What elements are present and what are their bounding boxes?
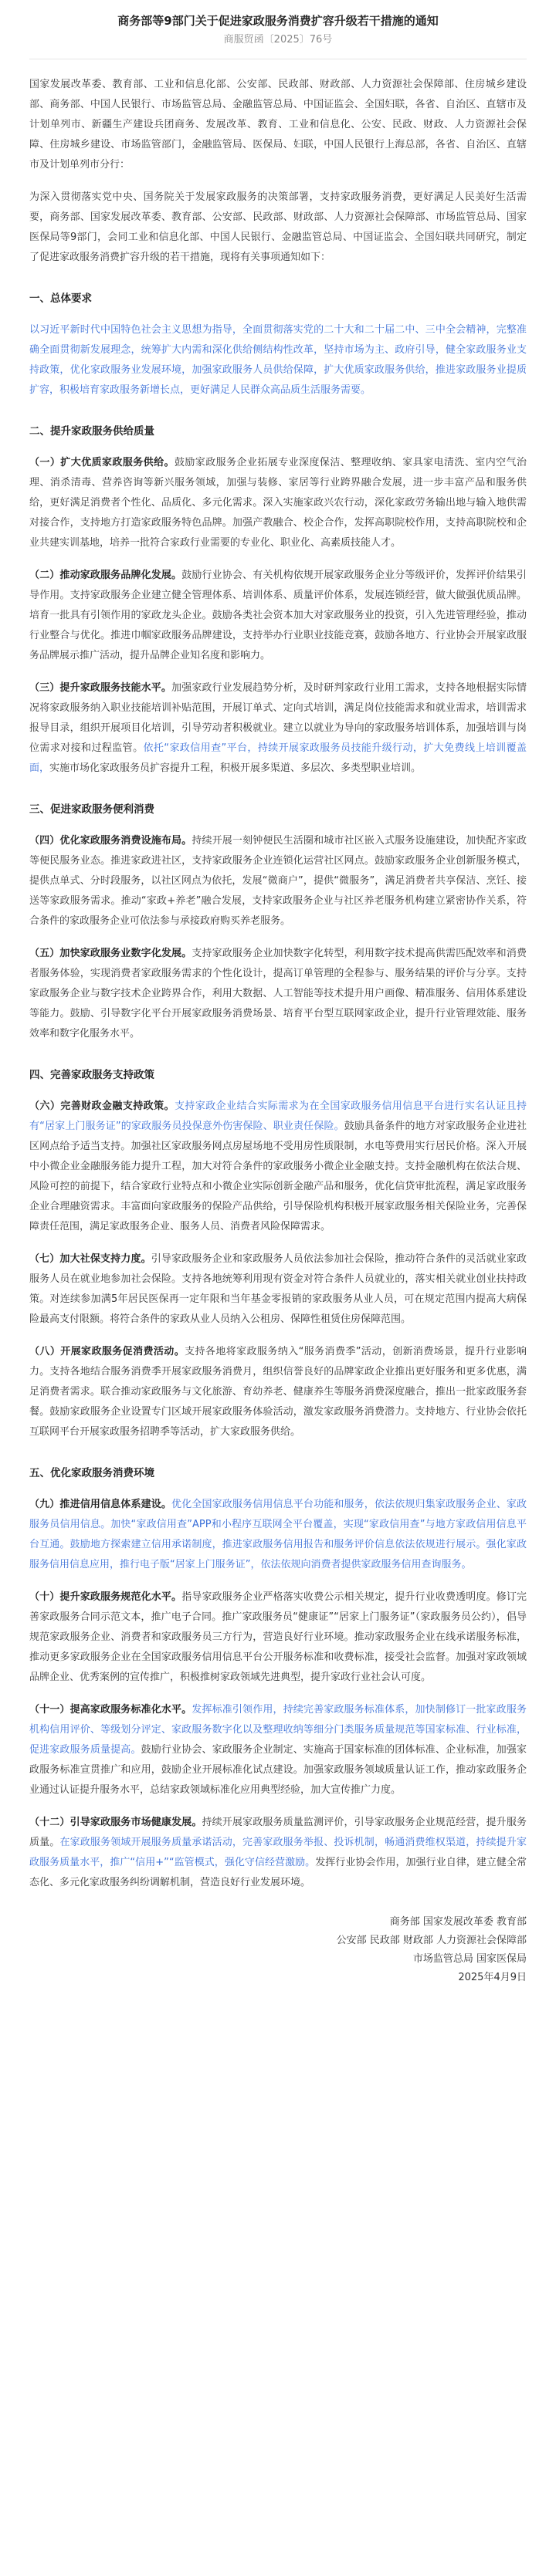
measure-label: （二）推动家政服务品牌化发展。 <box>29 570 182 581</box>
measure-paragraph-6 <box>29 1097 527 1237</box>
measure-label: （十一）提高家政服务标准化水平。 <box>29 1704 192 1716</box>
highlighted-text: 发挥标准引领作用，持续完善家政服务标准体系，加快制修订一批家政服务机构信用评价、等级划分评定、家政服务数字化以及整理收纳等细分门类服务质量规范等国家标准、行业标准，促进家政服务质量提高。 <box>29 1704 527 1756</box>
recipients-paragraph: 国家发展改革委、教育部、工业和信息化部、公安部、民政部、财政部、人力资源社会保障部、住房城乡建设部、商务部、中国人民银行、市场监管总局、金融监管总局、中国证监会、全国妇联，各省、自治区、直辖市及计划单列市、新疆生产建设兵团商务、发展改革、教育、工业和信息化、公安、民政、财政、人力资源社会保障、住房城乡建设、市场监管部门，金融监管局、医保局、妇联，中国人民银行上海总部，各省、自治区、直辖市及计划单列市分行： <box>29 79 527 171</box>
measure-paragraph-8 <box>29 1342 527 1442</box>
section-heading-support-policies: 四、完善家政服务支持政策 <box>29 1069 154 1081</box>
signature-line-3: 市场监管总局 国家医保局 <box>412 1953 527 1965</box>
measure-label: （六）完善财政金融支持政策。 <box>29 1100 175 1112</box>
signature-line-1: 商务部 国家发展改革委 教育部 <box>389 1916 527 1928</box>
measure-label: （五）加快家政服务业数字化发展。 <box>29 948 192 959</box>
measure-paragraph-5 <box>29 944 527 1044</box>
measure-body: 实施市场化家政服务员扩容提升工程，积极开展多渠道、多层次、多类型职业培训。 <box>49 762 422 774</box>
measure-body: 加强家政行业发展趋势分析，及时研判家政行业用工需求，支持各地根据实际情况将家政服务纳入职业技能培训补贴范围，开展订单式、定向式培训，满足岗位技能需求和就业需求，培训需求报导目录，组织开展项目化培训，引导劳动者积极就业。建立以就业为导向的家政服务培训体系，加强培训与岗位需求对接和过程监管。 <box>29 682 527 754</box>
measure-paragraph-12 <box>29 1813 527 1893</box>
intro-paragraph: 为深入贯彻落实党中央、国务院关于发展家政服务的决策部署，支持家政服务消费，更好满足人民美好生活需要，商务部、国家发展改革委、教育部、公安部、民政部、财政部、人力资源社会保障部、市场监管总局、国家医保局等9部门，会同工业和信息化部、中国人民银行、金融监管总局、中国证监会、全国妇联共同研究，制定了促进家政服务消费扩容升级的若干措施，现将有关事项通知如下： <box>29 191 527 263</box>
measure-label: （一）扩大优质家政服务供给。 <box>29 457 175 468</box>
measure-body: 指导家政服务企业严格落实收费公示相关规定，提升行业收费透明度。修订完善家政服务合同示范文本，推广电子合同。推广家政服务员“健康证”“居家上门服务证”（家政服务员公约），倡导规范家政服务企业、消费者和家政服务员三方行为，营造良好行业环境。推动家政服务企业在线承诺服务标准，推动更多家政服务企业在全国家政服务信用信息平台公开服务标准和收费标准，接受社会监督。加强对家政领域品牌企业、优秀案例的宣传推广，积极推树家政领域先进典型，提升家政行业社会认可度。 <box>29 1591 527 1683</box>
section-heading-consumption-environment: 五、优化家政服务消费环境 <box>29 1467 154 1479</box>
section-heading-supply-quality: 二、提升家政服务供给质量 <box>29 425 154 438</box>
measure-label: （三）提升家政服务技能水平。 <box>29 682 172 694</box>
signature-date: 2025年4月9日 <box>458 1972 527 1983</box>
general-requirements-paragraph <box>29 320 527 401</box>
highlighted-text: 在家政服务领域开展服务质量承诺活动，完善家政服务举报、投诉机制，畅通消费维权渠道，持续提升家政服务质量水平，推广“信用+”“监管模式，强化守信经营激励。 <box>29 1837 527 1868</box>
signature-block <box>29 1913 527 1987</box>
measure-paragraph-1 <box>29 453 527 553</box>
measure-body: 发挥行业协会作用，加强行业自律，建立健全常态化、多元化家政服务纠纷调解机制，营造良好行业发展环境。 <box>29 1857 527 1888</box>
measure-paragraph-11 <box>29 1700 527 1800</box>
measure-paragraph-4 <box>29 831 527 931</box>
measure-label: （九）推进信用信息体系建设。 <box>29 1499 172 1510</box>
highlighted-text: 支持家政企业结合实际需求为在全国家政服务信用信息平台进行实名认证且持有“居家上门服务证”的家政服务员投保意外伤害保险、职业责任保险。 <box>29 1100 527 1132</box>
measure-body: 持续开展家政服务质量监测评价，引导家政服务企业规范经营，提升服务质量。 <box>29 1817 527 1848</box>
measure-body: 鼓励具备条件的地方对家政服务企业进社区网点给予适当支持。加强社区家政服务网点房屋场地不受用房性质限制，水电等费用实行居民价格。深入开展中小微企业金融服务能力提升工程，加大对符合条件的家政服务小微企业金融支持。支持金融机构在依法合规、风险可控的前提下，结合家政行业特点和小微企业实际创新金融产品和服务，优化信贷审批流程，满足家政服务企业合理融资需求。丰富面向家政服务的保险产品供给，引导保险机构积极开展家政服务相关保险业务，完善保障责任范围，满足家政服务企业、服务人员、消费者风险保障需求。 <box>29 1121 527 1232</box>
measure-label: （八）开展家政服务促消费活动。 <box>29 1346 185 1357</box>
measure-body: 支持家政服务企业加快数字化转型，利用数字技术提高供需匹配效率和消费者服务体验，实现消费者家政服务需求的个性化设计，提高订单管理的全程参与、服务结果的评价与分享。支持家政服务企业与数字技术企业跨界合作，利用大数据、人工智能等技术提升用户画像、精准服务、信用体系建设等能力。鼓励、引导数字化平台开展家政服务消费场景、培育平台型互联网家政企业，提升行业管理效能、服务效率和数字化服务水平。 <box>29 948 527 1040</box>
measure-paragraph-3 <box>29 678 527 779</box>
measure-label: （七）加大社保支持力度。 <box>29 1253 151 1265</box>
section-heading-general-requirements: 一、总体要求 <box>29 292 92 305</box>
highlighted-text: 以习近平新时代中国特色社会主义思想为指导，全面贯彻落实党的二十大和二十届二中、三中全会精神，完整准确全面贯彻新发展理念，统筹扩大内需和深化供给侧结构性改革，坚持市场为主、政府引导，健全家政服务业支持政策，优化家政服务业发展环境，加强家政服务人员供给保障，扩大优质家政服务供给，推进家政服务业提质扩容，积极培育家政服务新增长点，更好满足人民群众高品质生活服务需要。 <box>29 324 527 396</box>
measure-body: 持续开展一刻钟便民生活圈和城市社区嵌入式服务设施建设，加快配齐家政等便民服务业态。推进家政进社区，支持家政服务企业连锁化运营社区网点。鼓励家政服务企业创新服务模式，提供点单式、分时段服务，以社区网点为依托，发展“微商户”，提供“微服务”，满足消费者共享保洁、烹饪、接送等家政服务需求。推动“家政+养老”融合发展，支持家政服务企业与社区养老服务机构建立紧密协作关系，符合条件的家政服务企业可依法参与承接政府购买养老服务。 <box>29 835 527 927</box>
measure-body: 鼓励家政服务企业拓展专业深度保洁、整理收纳、家具家电清洗、室内空气治理、消杀清毒、营养咨询等新兴服务领域，加强与装修、家居等行业跨界融合发展，进一步丰富产品和服务供给，更好满足消费者个性化、品质化、多元化需求。深入实施家政兴农行动，深化家政劳务输出地与输入地供需对接合作，支持地方打造家政服务特色品牌。加强产教融合、校企合作，发挥高职院校作用，支持高职院校和企业共建实训基地，培养一批符合家政行业需要的专业化、职业化、高素质技能人才。 <box>29 457 527 549</box>
measure-body: 鼓励行业协会、有关机构依规开展家政服务企业分等级评价，发挥评价结果引导作用。支持家政服务企业建立健全管理体系、培训体系、质量评价体系，发展连锁经营，做大做强优质品牌。培育一批具有引领作用的家政龙头企业。鼓励各类社会资本加大对家政服务业的投资，引入先进管理经验，推动行业整合与优化。推进巾帼家政服务品牌建设，支持举办行业职业技能竞赛，鼓励各地方、行业协会开展家政服务品牌展示推广活动，提升品牌企业知名度和影响力。 <box>29 570 527 661</box>
section-heading-convenient-consumption: 三、促进家政服务便利消费 <box>29 803 154 816</box>
signature-line-2: 公安部 民政部 财政部 人力资源社会保障部 <box>336 1935 527 1946</box>
measure-paragraph-7 <box>29 1249 527 1330</box>
highlighted-text: 优化全国家政服务信用信息平台功能和服务，依法依规归集家政服务企业、家政服务员信用信息。加快“家政信用查”APP和小程序互联网全平台覆盖，实现“家政信用查”与地方家政信用信息平台互通。鼓励地方探索建立信用承诺制度，推进家政服务信用报告和服务评价信息依法依规进行展示。强化家政服务信用信息应用，推行电子版“居家上门服务证”，依法依规向消费者提供家政服务信用查询服务。 <box>29 1499 527 1570</box>
measure-label: （十）提升家政服务规范化水平。 <box>29 1591 182 1603</box>
measure-body: 引导家政服务企业和家政服务人员依法参加社会保险，推动符合条件的灵活就业家政服务人员在就业地参加社会保险。支持各地统筹利用现有资金对符合条件人员就业的，落实相关就业创业扶持政策。对连续参加满5年居民医保再一定年限和当年基金零报销的家政服务从业人员，可在规定范围内提高大病保险最高支付限额。将符合条件的家政从业人员纳入公租房、保障性租赁住房保障范围。 <box>29 1253 527 1325</box>
document-title: 商务部等9部门关于促进家政服务消费扩容升级若干措施的通知 <box>117 14 439 28</box>
measure-label: （四）优化家政服务消费设施布局。 <box>29 835 192 847</box>
measure-paragraph-10 <box>29 1587 527 1688</box>
document-number: 商服贸函〔2025〕76号 <box>223 34 333 46</box>
measure-label: （十二）引导家政服务市场健康发展。 <box>29 1817 202 1828</box>
highlighted-text: 依托“家政信用查”平台，持续开展家政服务员技能升级行动，扩大免费线上培训覆盖面， <box>29 742 527 774</box>
measure-body: 鼓励行业协会、家政服务企业制定、实施高于国家标准的团体标准、企业标准，加强家政服务标准宣贯推广和应用，鼓励企业开展标准化试点建设。加强家政服务领域质量认证工作，推动家政服务企业通过认证提升服务水平，总结家政领域标准化应用典型经验，加大宣传推广力度。 <box>29 1744 527 1796</box>
measure-body: 支持各地将家政服务纳入“服务消费季”活动，创新消费场景，提升行业影响力。支持各地结合服务消费季开展家政服务消费月，组织信誉良好的品牌家政企业推出更好服务和更多优惠，满足消费者需求。联合推动家政服务与文化旅游、育幼养老、健康养生等服务消费深度融合，推出一批家政服务套餐。鼓励家政服务企业设置专门区域开展家政服务体验活动，激发家政服务消费潜力。支持地方、行业协会依托互联网平台开展家政服务招聘季等活动，扩大家政服务供给。 <box>29 1346 527 1438</box>
measure-paragraph-2 <box>29 566 527 666</box>
measure-paragraph-9 <box>29 1495 527 1575</box>
